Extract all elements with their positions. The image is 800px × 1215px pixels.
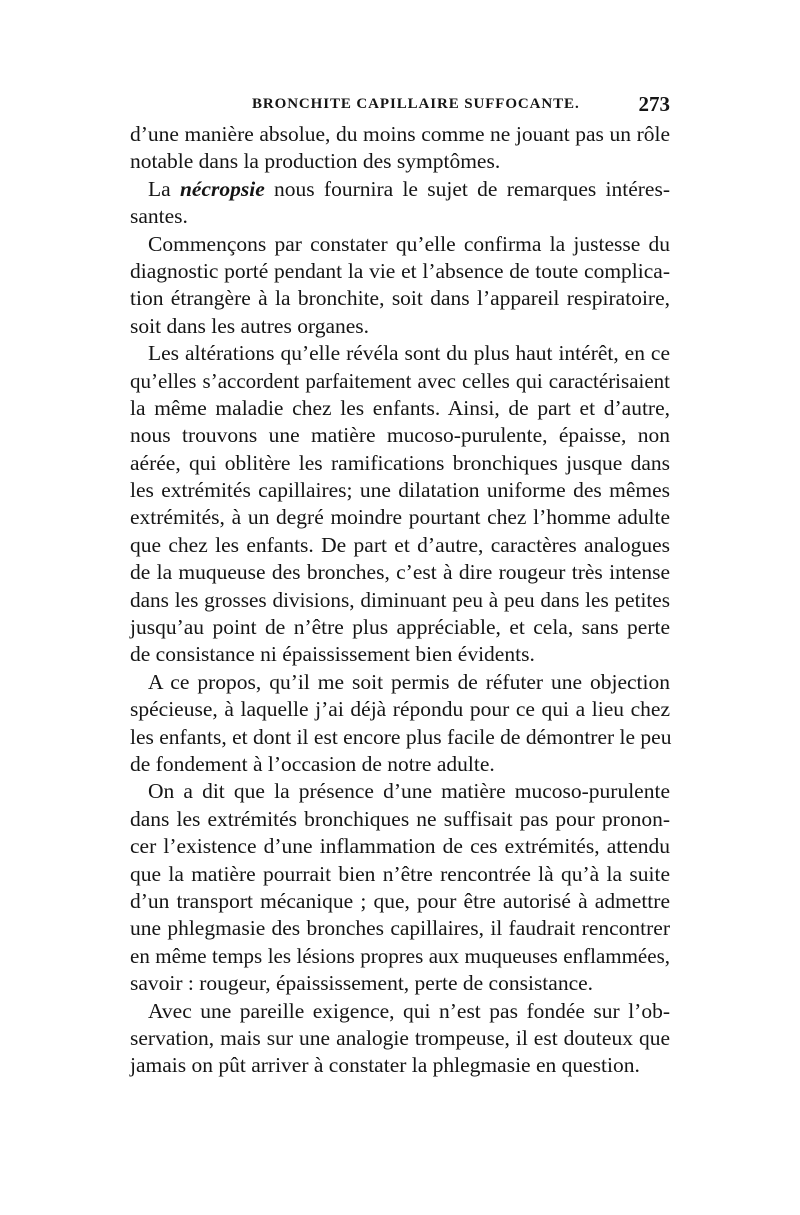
text-line: les extrémités capillaires; une dilatation uniforme des mêmes (130, 478, 670, 503)
text-line: nous trouvons une matière mucoso-purulente, épaisse, non (130, 423, 670, 448)
text-line: notable dans la production des symptômes. (130, 149, 501, 174)
text-line: cer l’existence d’une inflammation de ces extrémités, attendu (130, 834, 670, 859)
text-line: de fondement à l’occasion de notre adulte. (130, 751, 495, 776)
text-line: en même temps les lésions propres aux muqueuses enflammées, (130, 943, 670, 968)
text-line: dans les grosses divisions, diminuant peu à peu dans les petites (130, 587, 670, 612)
body-text (130, 121, 670, 1080)
text-line: On a dit que la présence d’une matière mucoso-purulente (148, 779, 670, 804)
text-line: dans les extrémités bronchiques ne suffisait pas pour pronon- (130, 806, 670, 831)
text-line: d’une manière absolue, du moins comme ne jouant pas un rôle (130, 122, 670, 146)
text-line: tion étrangère à la bronchite, soit dans l’appareil respiratoire, (130, 286, 670, 311)
text-line: diagnostic porté pendant la vie et l’absence de toute complica- (130, 258, 670, 283)
running-head (130, 94, 670, 118)
text-line: extrémités, à un degré moindre pourtant chez l’homme adulte (130, 505, 670, 530)
text-line: de la muqueuse des bronches, c’est à dire rougeur très intense (130, 560, 670, 585)
text-line: savoir : rougeur, épaississement, perte de consistance. (130, 971, 594, 996)
text-line: Les altérations qu’elle révéla sont du plus haut intérêt, en ce (148, 341, 670, 366)
running-title: BRONCHITE CAPILLAIRE SUFFOCANTE. (252, 96, 580, 112)
text-line (130, 176, 670, 203)
text-line: Commençons par constater qu’elle confirma la justesse du (148, 231, 670, 256)
text-line: une phlegmasie des bronches capillaires, il faudrait rencontrer (130, 916, 670, 941)
text-line: spécieuse, à laquelle j’ai déjà répondu pour ce qui a lieu chez (130, 697, 670, 722)
text-line: soit dans les autres organes. (130, 313, 370, 338)
text-segment: La (148, 176, 180, 201)
text-line: Avec une pareille exigence, qui n’est pas fondée sur l’ob- (148, 998, 670, 1023)
text-line: que la matière pourrait bien n’être rencontrée là qu’à la suite (130, 861, 670, 886)
text-line: les enfants, et dont il est encore plus facile de démontrer le peu (130, 724, 672, 749)
text-line: de consistance ni épaississement bien évidents. (130, 642, 535, 667)
text-line: jamais on pût arriver à constater la phlegmasie en question. (130, 1053, 640, 1078)
text-line: jusqu’au point de n’être plus appréciable, et cela, sans perte (130, 615, 670, 640)
page-number: 273 (638, 92, 670, 116)
text-line: servation, mais sur une analogie trompeuse, il est douteux que (130, 1025, 670, 1050)
text-line: aérée, qui oblitère les ramifications bronchiques jusque dans (130, 450, 670, 475)
text-line: qu’elles s’accordent parfaitement avec celles qui caractérisaient (130, 368, 670, 393)
text-line: que chez les enfants. De part et d’autre, caractères analogues (130, 532, 670, 557)
text-line: d’un transport mécanique ; que, pour être autorisé à admettre (130, 888, 670, 913)
text-line: santes. (130, 204, 188, 229)
text-line: la même maladie chez les enfants. Ainsi, de part et d’autre, (130, 395, 670, 420)
text-line: A ce propos, qu’il me soit permis de réfuter une objection (148, 669, 670, 694)
emphasized-term: nécropsie (179, 176, 265, 201)
text-segment: nous fournira le sujet de remarques intéres- (264, 176, 670, 201)
